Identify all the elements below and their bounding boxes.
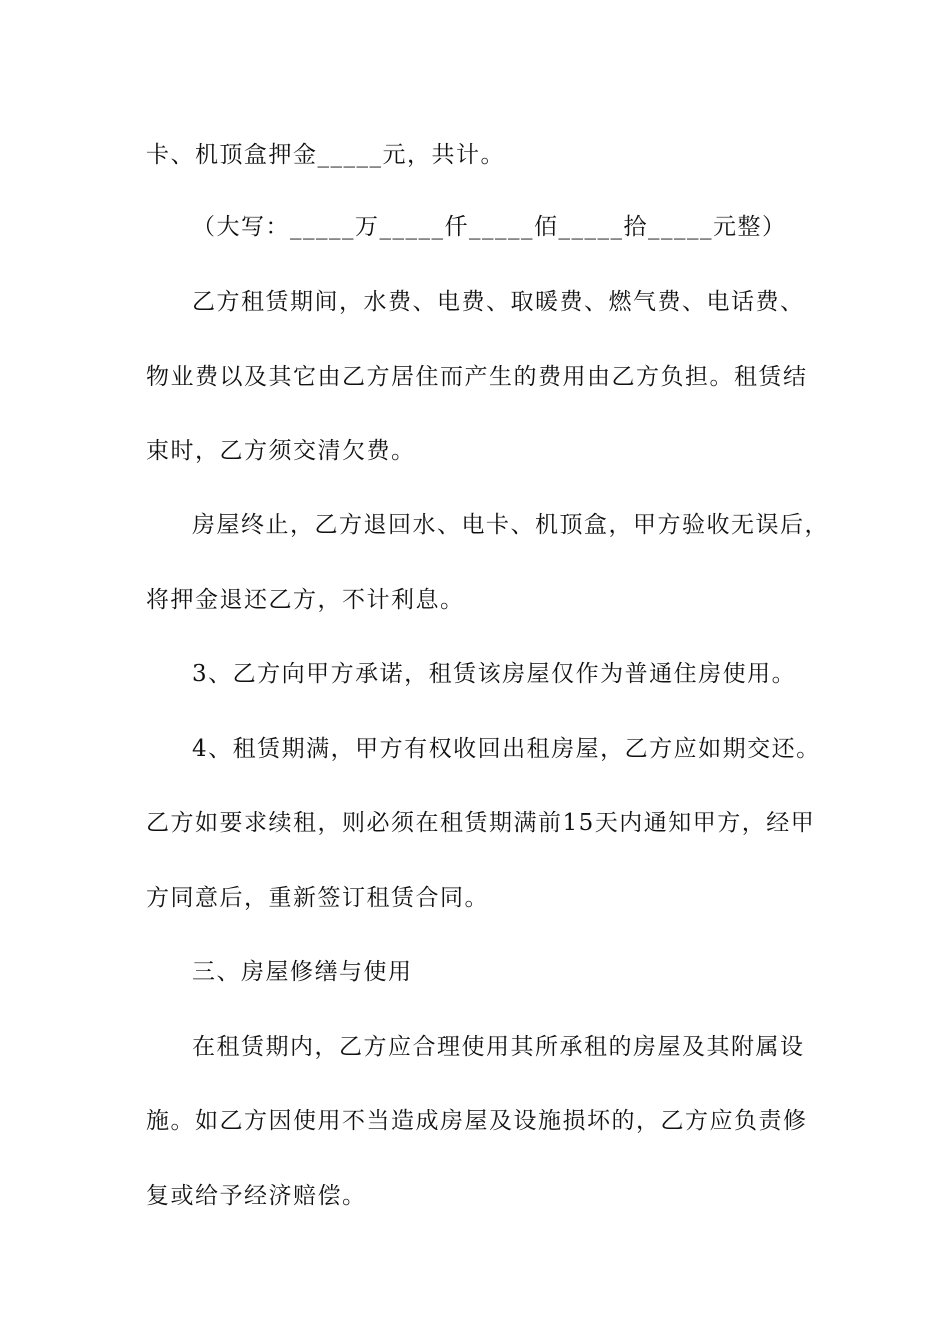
text-line-deposit-card: 卡、机顶盒押金_____元，共计。 (146, 142, 505, 168)
text-line-termination-1: 房屋终止，乙方退回水、电卡、机顶盒，甲方验收无误后， (192, 512, 829, 538)
text-line-clause-4-2: 乙方如要求续租，则必须在租赁期满前15天内通知甲方，经甲 (146, 810, 816, 836)
text-line-clause-4-1: 4、租赁期满，甲方有权收回出租房屋，乙方应如期交还。 (192, 736, 821, 762)
text-line-clause-3: 3、乙方向甲方承诺，租赁该房屋仅作为普通住房使用。 (192, 661, 797, 687)
text-line-fees-paragraph-3: 束时，乙方须交清欠费。 (146, 438, 416, 464)
text-line-repair-1: 在租赁期内，乙方应合理使用其所承租的房屋及其附属设 (192, 1034, 805, 1060)
text-line-fees-paragraph-1: 乙方租赁期间，水费、电费、取暖费、燃气费、电话费、 (192, 289, 805, 315)
text-line-amount-in-words: （大写：_____万_____仟_____佰_____拾_____元整） (192, 214, 787, 240)
text-line-termination-2: 将押金退还乙方，不计利息。 (146, 587, 465, 613)
text-line-clause-4-3: 方同意后，重新签订租赁合同。 (146, 885, 489, 911)
text-line-repair-3: 复或给予经济赔偿。 (146, 1183, 367, 1209)
text-line-repair-2: 施。如乙方因使用不当造成房屋及设施损坏的，乙方应负责修 (146, 1108, 808, 1134)
section-heading-repair-and-use: 三、房屋修缮与使用 (192, 959, 413, 985)
text-line-fees-paragraph-2: 物业费以及其它由乙方居住而产生的费用由乙方负担。租赁结 (146, 364, 808, 390)
